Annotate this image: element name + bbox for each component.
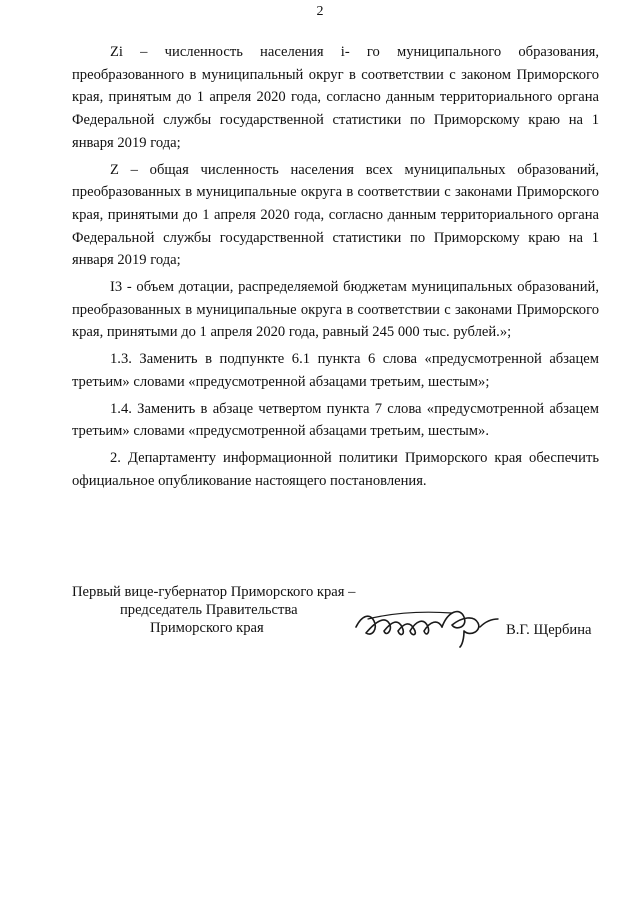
signatory-position-line3: Приморского края <box>150 620 264 636</box>
signature-block <box>72 583 599 643</box>
signatory-position-line1: Первый вице-губернатор Приморского края – <box>72 584 356 600</box>
paragraph-item-2: 2. Департаменту информационной политики Приморского края обеспечить официальное опубликование настоящего постановления. <box>72 449 599 489</box>
paragraph-z-definition: Z – общая численность населения всех муниципальных образований, преобразованных в муниципальные округа в соответствии с законами Приморского края, принятыми до 1 апреля 2020 года, согласно данным территориального органа Федеральной службы государственной статистики по Приморскому краю на 1 января 2019 года; <box>72 161 599 269</box>
signatory-name: В.Г. Щербина <box>506 622 592 638</box>
paragraph-zi-definition: Zi – численность населения i- го муниципального образования, преобразованного в муниципальный округ в соответствии с законом Приморского края, принятым до 1 апреля 2020 года, согласно данным территориального органа Федеральной службы государственной статистики по Приморскому краю на 1 января 2019 года; <box>72 44 599 151</box>
page-number: 2 <box>316 4 324 19</box>
paragraph-item-1-4: 1.4. Заменить в абзаце четвертом пункта 7 слова «предусмотренной абзацем третьим» словами «предусмотренной абзацами третьим, шестым». <box>72 400 599 440</box>
signatory-position-line2: председатель Правительства <box>120 602 298 618</box>
document-body <box>72 41 599 492</box>
handwritten-signature <box>352 597 512 649</box>
paragraph-i3-definition: I3 - объем дотации, распределяемой бюджетам муниципальных образований, преобразованных в муниципальные округа в соответствии с законами Приморского края, принятыми до 1 апреля 2020 года, равный 245 000 тыс. рублей.»; <box>72 279 599 341</box>
paragraph-item-1-3: 1.3. Заменить в подпункте 6.1 пункта 6 слова «предусмотренной абзацем третьим» словами «предусмотренной абзацами третьим, шестым»; <box>72 351 599 390</box>
